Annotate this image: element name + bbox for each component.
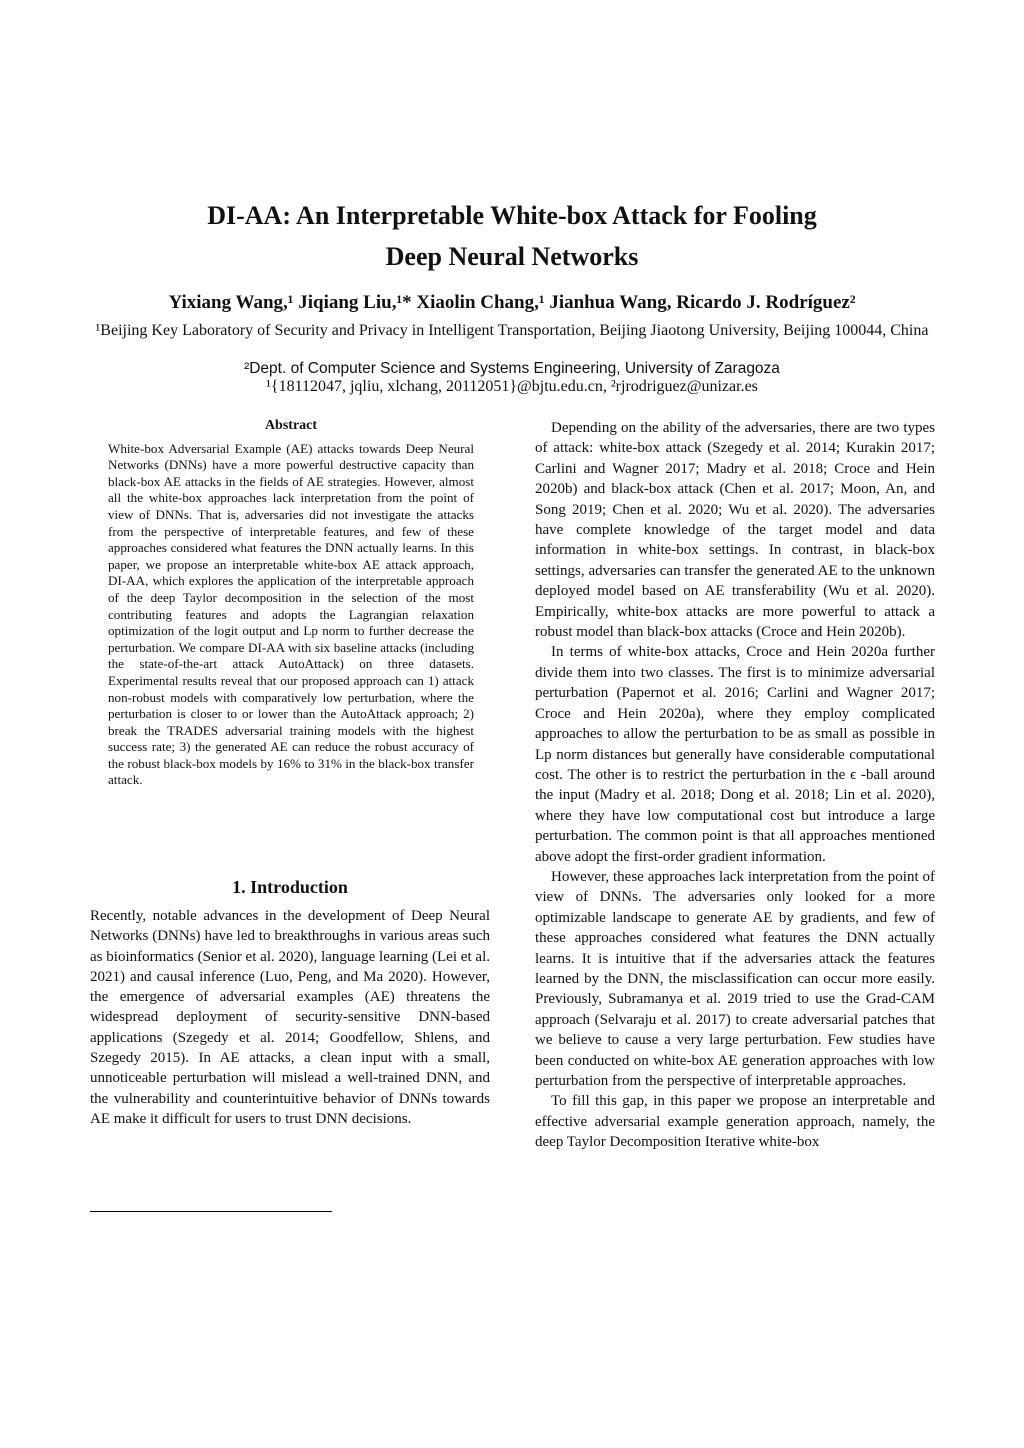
footnote-rule (90, 1211, 332, 1212)
introduction-section (90, 876, 490, 1129)
author-list: Yixiang Wang,¹ Jiqiang Liu,¹* Xiaolin Chang,¹ Jianhua Wang, Ricardo J. Rodríguez² (168, 292, 856, 313)
paragraph-white-box-classes: In terms of white-box attacks, Croce and Hein 2020a further divide them into two classes. The first is to minimize adversarial perturbation (Papernot et al. 2016; Carlini and Wagner 2017; Croce and Hein 2020a), where they employ complicated approaches to allow the perturbation to be as small as possible in Lp norm distances but generally have considerable computational cost. The other is to restrict the perturbation in the ϵ -ball around the input (Madry et al. 2018; Dong et al. 2018; Lin et al. 2020), where they have low computational cost but introduce a large perturbation. The common point is that all approaches mentioned above adopt the first-order gradient information. (535, 644, 935, 865)
abstract-text: White-box Adversarial Example (AE) attacks towards Deep Neural Networks (DNNs) have a more powerful destructive capacity than black-box AE attacks in the fields of AE strategies. However, almost all the white-box approaches lack interpretation from the point of view of DNNs. That is, adversaries did not investigate the attacks from the perspective of interpretable features, and few of these approaches considered what features the DNN actually learns. In this paper, we propose an interpretable white-box AE attack approach, DI-AA, which explores the application of the interpretable approach of the deep Taylor decomposition in the selection of the most contributing features and adopts the Lagrangian relaxation optimization of the logit output and Lp norm to further decrease the perturbation. We compare DI-AA with six baseline attacks (including the state-of-the-art attack AutoAttack) on three datasets. Experimental results reveal that our proposed approach can 1) attack non-robust models with comparatively low perturbation, where the perturbation is closer to or lower than the AutoAttack approach; 2) break the TRADES adversarial training models with the highest success rate; 3) the generated AE can reduce the robust accuracy of the robust black-box models by 16% to 31% in the black-box transfer attack. (108, 440, 474, 788)
affiliation-2: ²Dept. of Computer Science and Systems Engineering, University of Zaragoza (244, 360, 780, 377)
abstract-heading: Abstract (264, 418, 318, 433)
paragraph-interpretation-gap: However, these approaches lack interpretation from the point of view of DNNs. The adversaries only looked for a more optimizable landscape to generate AE by gradients, and few of these approaches considered what features the DNN actually learns. It is intuitive that if the adversaries attack the features learned by the DNN, the misclassification can occur more easily. Previously, Subramanya et al. 2019 tried to use the Grad-CAM approach (Selvaraju et al. 2017) to create adversarial patches that we believe to cause a very large perturbation. Few studies have been conducted on white-box AE generation approaches with low perturbation from the perspective of interpretable approaches. (535, 868, 935, 1089)
introduction-heading: 1. Introduction (232, 877, 348, 897)
paper-title-line2: Deep Neural Networks (385, 242, 639, 271)
paragraph-proposal: To fill this gap, in this paper we propose an interpretable and effective adversarial example generation approach, namely, the deep Taylor Decomposition Iterative white-box (535, 1093, 935, 1151)
paragraph-attack-types: Depending on the ability of the adversaries, there are two types of attack: white-box attack (Szegedy et al. 2014; Kurakin 2017; Carlini and Wagner 2017; Madry et al. 2018; Croce and Hein 2020b) and black-box attack (Chen et al. 2017; Moon, An, and Song 2019; Chen et al. 2020; Wu et al. 2020). The adversaries have complete knowledge of the target model and data information in white-box settings. In contrast, in black-box settings, adversaries can transfer the generated AE to the unknown deployed model based on AE transferability (Wu et al. 2020). Empirically, white-box attacks are more powerful to attack a robust model than black-box attacks (Croce and Hein 2020b). (535, 420, 935, 641)
introduction-paragraph: Recently, notable advances in the development of Deep Neural Networks (DNNs) have led to breakthroughs in various areas such as bioinformatics (Senior et al. 2020), language learning (Lei et al. 2021) and causal inference (Luo, Peng, and Ma 2020). However, the emergence of adversarial examples (AE) threatens the widespread deployment of security-sensitive DNN-based applications (Szegedy et al. 2014; Goodfellow, Shlens, and Szegedy 2015). In AE attacks, a clean input with a small, unnoticeable perturbation will mislead a well-trained DNN, and the vulnerability and counterintuitive behavior of DNNs towards AE make it difficult for users to trust DNN decisions. (90, 908, 490, 1127)
abstract-section (108, 418, 474, 789)
paper-title-line1: DI-AA: An Interpretable White-box Attack for Fooling (207, 201, 817, 230)
right-column (535, 418, 935, 1153)
author-emails: ¹{18112047, jqliu, xlchang, 20112051}@bjtu.edu.cn, ²rjrodriguez@unizar.es (266, 378, 758, 395)
affiliation-1: ¹Beijing Key Laboratory of Security and Privacy in Intelligent Transportation, Beijing Jiaotong University, Beijing 100044, China (95, 322, 929, 339)
